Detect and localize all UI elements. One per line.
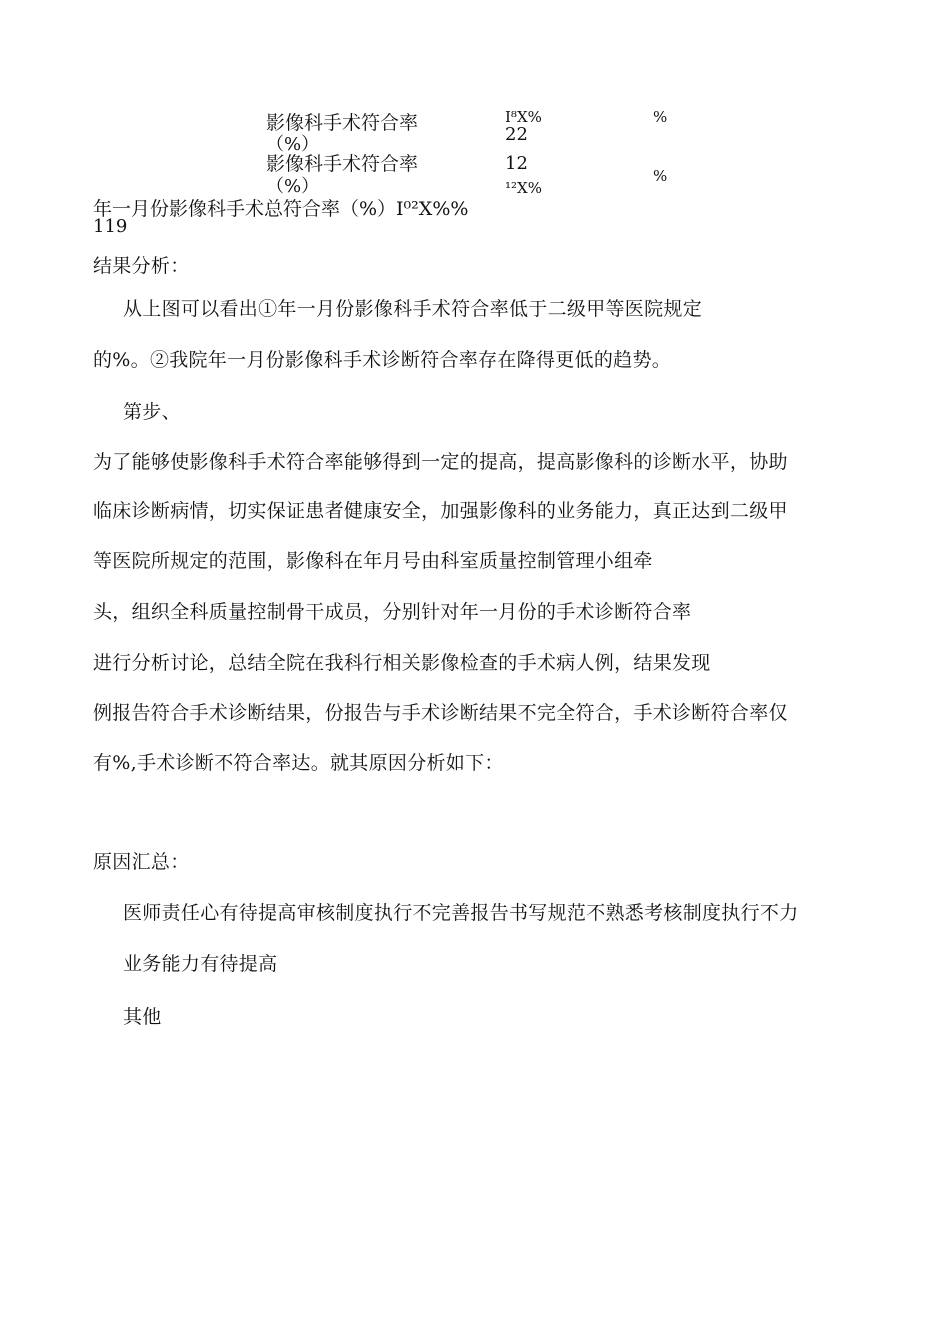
step-line-6: 例报告符合手术诊断结果，份报告与手术诊断结果不完全符合，手术诊断符合率仅 <box>93 702 788 724</box>
step-line-3: 等医院所规定的范围，影像科在年月号由科室质量控制管理小组牵 <box>93 550 653 572</box>
step-heading: 第步、 <box>123 401 181 423</box>
analysis-line-1: 从上图可以看出①年一月份影像科手术符合率低于二级甲等医院规定 <box>123 298 703 320</box>
analysis-line-2: 的%。②我院年一月份影像科手术诊断符合率存在降得更低的趋势。 <box>93 349 672 371</box>
step-line-4: 头，组织全科质量控制骨干成员，分别针对年一月份的手术诊断符合率 <box>93 601 692 623</box>
total-rate-label: 年一月份影像科手术总符合率（%）I⁰²X%% <box>93 198 469 220</box>
row2-percent: % <box>653 167 668 185</box>
cause-item-1: 医师责任心有待提高审核制度执行不完善报告书写规范不熟悉考核制度执行不力 <box>123 902 799 924</box>
row1-unit: （%） <box>266 134 320 155</box>
row2-value-bottom: ¹²X% <box>505 179 542 197</box>
row1-label: 影像科手术符合率 <box>266 112 419 134</box>
causes-heading: 原因汇总： <box>93 851 190 873</box>
row1-value-bottom: 22 <box>505 124 528 145</box>
row2-value-top: 12 <box>505 153 528 174</box>
step-line-2: 临床诊断病情，切实保证患者健康安全，加强影像科的业务能力，真正达到二级甲 <box>93 500 788 522</box>
step-line-5: 进行分析讨论，总结全院在我科行相关影像检查的手术病人例，结果发现 <box>93 652 711 674</box>
row1-value-top: I⁸X% <box>505 108 542 126</box>
total-rate-value: 119 <box>93 216 128 237</box>
step-line-7: 有%,手术诊断不符合率达。就其原因分析如下： <box>93 752 504 774</box>
step-line-1: 为了能够使影像科手术符合率能够得到一定的提高，提高影像科的诊断水平，协助 <box>93 451 788 473</box>
cause-item-3: 其他 <box>123 1006 162 1028</box>
row1-percent: % <box>653 108 668 126</box>
cause-item-2: 业务能力有待提高 <box>123 953 278 975</box>
row2-unit: （%） <box>266 176 320 197</box>
analysis-heading: 结果分析： <box>93 255 190 277</box>
row2-label: 影像科手术符合率 <box>266 153 419 175</box>
